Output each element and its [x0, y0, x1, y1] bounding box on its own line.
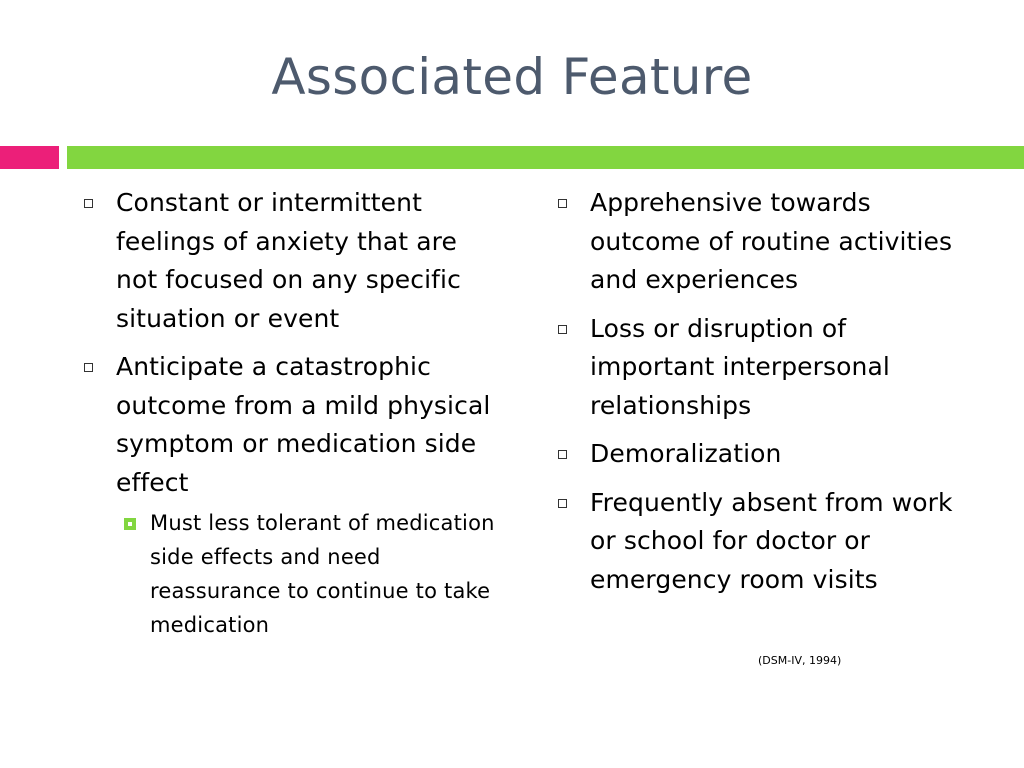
list-item	[552, 184, 972, 300]
list-item-text: Loss or disruption of important interpersonal relationships	[590, 313, 890, 420]
list-item	[552, 435, 972, 474]
list-item	[552, 484, 972, 600]
right-column	[552, 184, 972, 609]
list-item-text: Frequently absent from work or school for doctor or emergency room visits	[590, 487, 953, 594]
list-item	[78, 184, 498, 338]
list-item	[78, 348, 498, 642]
green-accent-bar	[67, 146, 1024, 169]
pink-accent-bar	[0, 146, 59, 169]
hollow-square-bullet-icon	[84, 199, 93, 208]
sub-list-item	[116, 506, 498, 642]
hollow-square-bullet-icon	[558, 499, 567, 508]
sub-bullet-list	[116, 506, 498, 642]
list-item-text: Apprehensive towards outcome of routine activities and experiences	[590, 188, 953, 294]
green-square-bullet-icon	[124, 518, 136, 530]
citation: (DSM-IV, 1994)	[758, 654, 842, 667]
list-item-text: Demoralization	[590, 439, 782, 468]
left-bullet-list	[78, 184, 498, 642]
right-bullet-list	[552, 184, 972, 599]
list-item	[552, 310, 972, 426]
hollow-square-bullet-icon	[558, 199, 567, 208]
hollow-square-bullet-icon	[558, 325, 567, 334]
hollow-square-bullet-icon	[558, 450, 567, 459]
slide-title: Associated Feature	[271, 48, 753, 106]
sub-list-item-text: Must less tolerant of medication side effects and need reassurance to continue to take medication	[150, 511, 495, 637]
left-column	[78, 184, 498, 652]
list-item-text: Anticipate a catastrophic outcome from a mild physical symptom or medication side effect	[116, 352, 491, 497]
list-item-text: Constant or intermittent feelings of anxiety that are not focused on any specific situation or event	[116, 188, 461, 333]
hollow-square-bullet-icon	[84, 363, 93, 372]
